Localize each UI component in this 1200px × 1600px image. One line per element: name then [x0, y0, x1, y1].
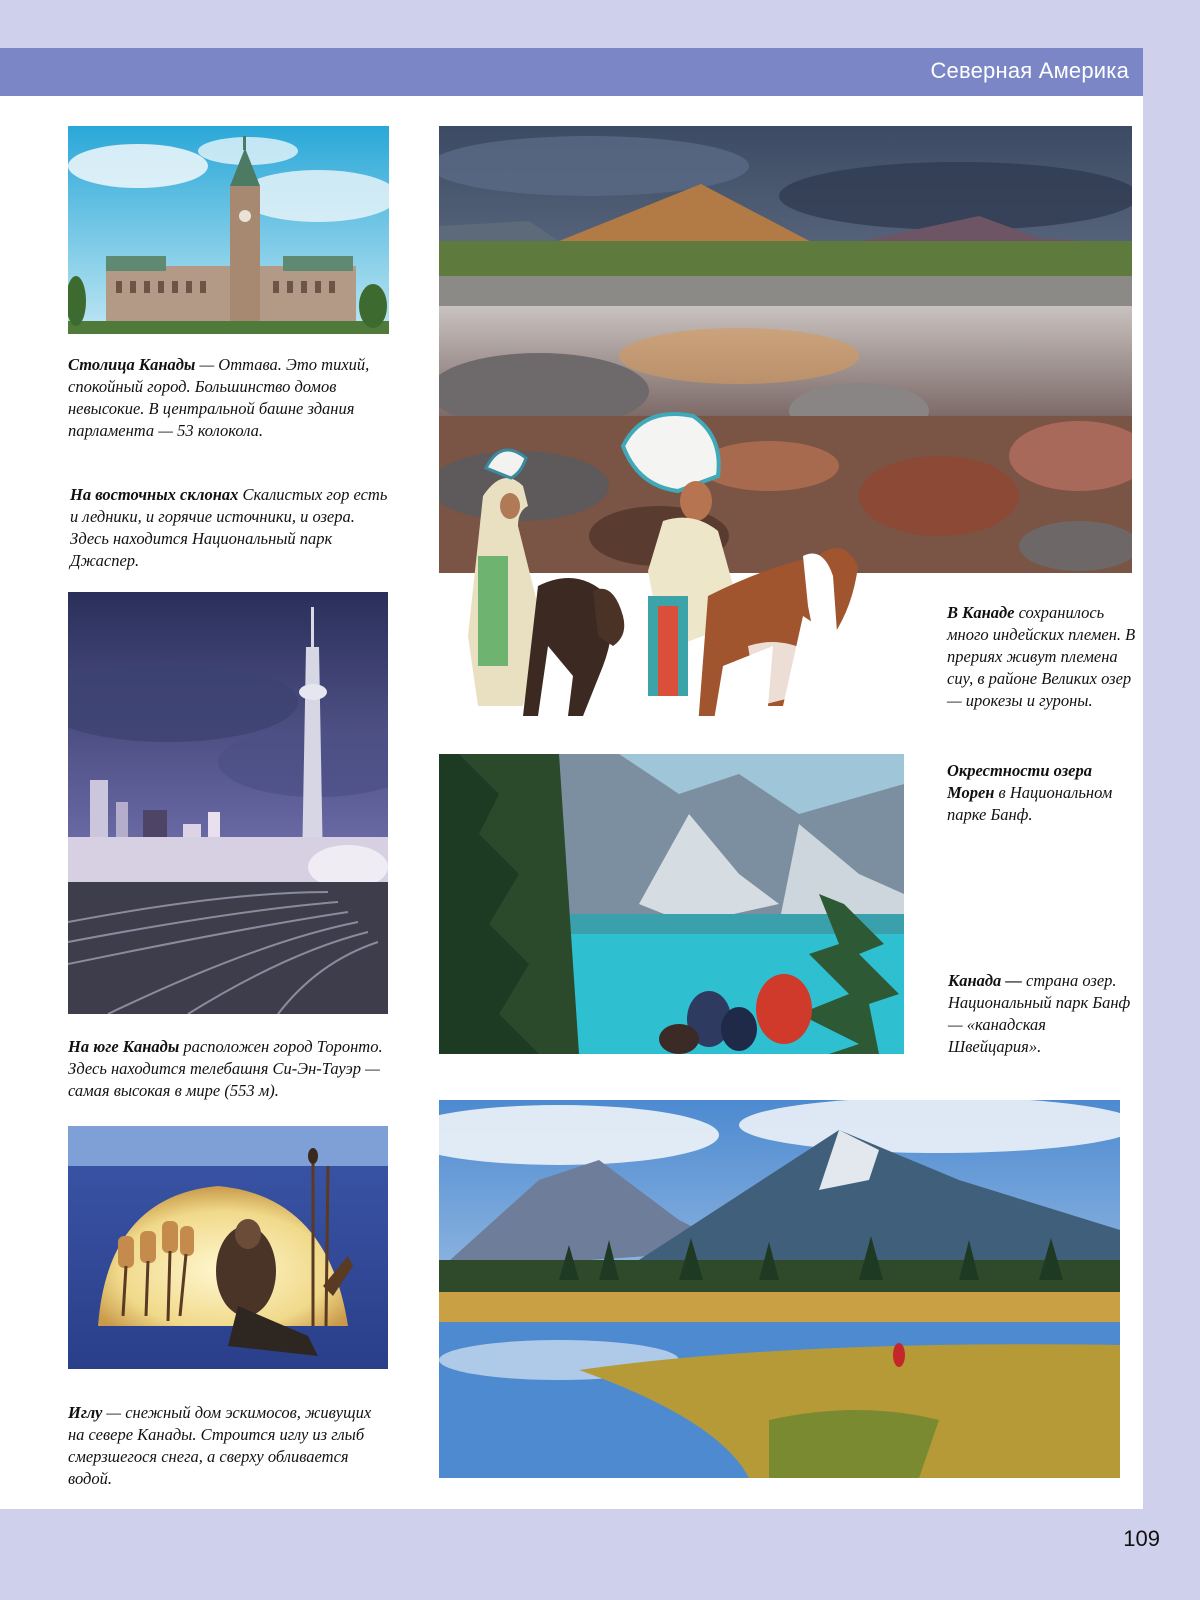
native-riders-photo [448, 406, 860, 716]
tribes-caption [947, 602, 1137, 712]
section-header-band [0, 48, 1143, 96]
toronto-cn-tower-photo [68, 592, 388, 1014]
ottawa-parliament-photo [68, 126, 389, 334]
toronto-caption-lead: На юге Канады [68, 1037, 180, 1056]
igloo-caption-lead: Иглу [68, 1403, 103, 1422]
ottawa-caption [68, 354, 388, 442]
banff-landscape-photo [439, 1100, 1120, 1478]
igloo-photo [68, 1126, 388, 1369]
moraine-lake-photo [439, 754, 904, 1054]
igloo-caption [68, 1402, 390, 1490]
ottawa-caption-text: — Оттава. Это тихий, спокойный город. Большинство домов невысокие. В центральной башне здания парламента — 53 колокола. [68, 355, 370, 440]
moraine-caption-text: в Национальном парке Банф. [947, 783, 1113, 824]
lakes-caption [948, 970, 1138, 1058]
rockies-caption-lead: На восточных склонах [70, 485, 239, 504]
moraine-caption-lead: Окрестности озера Морен [947, 761, 1092, 802]
igloo-caption-text: — снежный дом эскимосов, живущих на севере Канады. Строится иглу из глыб смерзшегося снега, а сверху обливается водой. [68, 1403, 372, 1488]
page-content [0, 96, 1143, 1509]
tribes-caption-text: сохранилось много индейских племен. В прериях живут племена сиу, в районе Великих озер — ирокезы и гуроны. [947, 603, 1136, 710]
page-number: 109 [1123, 1526, 1160, 1551]
lakes-caption-text: страна озер. Национальный парк Банф — «канадская Швейцария». [948, 971, 1131, 1056]
toronto-caption [68, 1036, 390, 1102]
rockies-caption [70, 484, 388, 572]
section-title: Северная Америка [930, 58, 1129, 83]
rockies-caption-text: Скалистых гор есть и ледники, и горячие источники, и озера. Здесь находится Национальный парк Джаспер. [70, 485, 388, 570]
lakes-caption-lead: Канада — [948, 971, 1022, 990]
ottawa-caption-lead: Столица Канады [68, 355, 196, 374]
tribes-caption-lead: В Канаде [947, 603, 1015, 622]
moraine-caption [947, 760, 1137, 826]
toronto-caption-text: расположен город Торонто. Здесь находится телебашня Си-Эн-Тауэр — самая высокая в мире (553 м). [68, 1037, 383, 1100]
